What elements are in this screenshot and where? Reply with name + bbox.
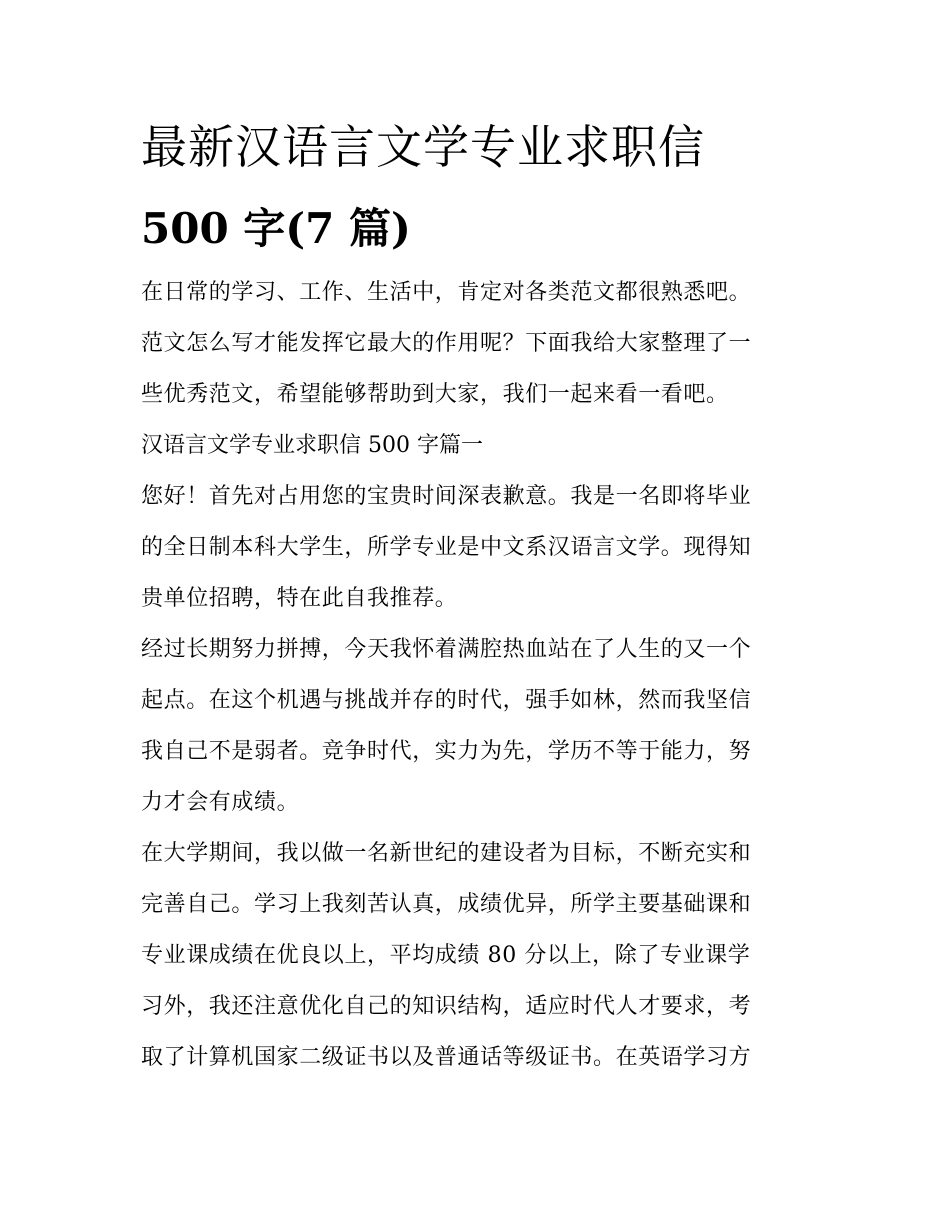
document-subtitle: 500 字(7 篇)	[141, 204, 411, 253]
body-line: 取了计算机国家二级证书以及普通话等级证书。在英语学习方	[141, 1045, 752, 1070]
body-line: 我自己不是弱者。竞争时代，实力为先，学历不等于能力，努	[141, 739, 752, 764]
body-line: 起点。在这个机遇与挑战并存的时代，强手如林，然而我坚信	[141, 688, 752, 713]
body-line: 在大学期间，我以做一名新世纪的建设者为目标，不断充实和	[141, 841, 752, 866]
body-line: 些优秀范文，希望能够帮助到大家，我们一起来看一看吧。	[141, 382, 729, 407]
document-body	[141, 267, 813, 1083]
section-heading: 汉语言文学专业求职信 500 字篇一	[141, 433, 483, 458]
document-page	[141, 112, 813, 1083]
body-line: 您好！首先对占用您的宝贵时间深表歉意。我是一名即将毕业	[141, 484, 752, 509]
body-line: 的全日制本科大学生，所学专业是中文系汉语言文学。现得知	[141, 535, 752, 560]
body-line: 力才会有成绩。	[141, 790, 300, 815]
body-line: 专业课成绩在优良以上，平均成绩 80 分以上，除了专业课学	[141, 943, 751, 968]
body-line: 习外，我还注意优化自己的知识结构，适应时代人才要求，考	[141, 994, 752, 1019]
body-line: 完善自己。学习上我刻苦认真，成绩优异，所学主要基础课和	[141, 892, 752, 917]
body-line: 在日常的学习、工作、生活中，肯定对各类范文都很熟悉吧。	[141, 280, 752, 305]
body-line: 贵单位招聘，特在此自我推荐。	[141, 586, 458, 611]
document-title: 最新汉语言文学专业求职信	[141, 120, 705, 174]
body-line: 经过长期努力拼搏，今天我怀着满腔热血站在了人生的又一个	[141, 637, 752, 662]
body-line: 范文怎么写才能发挥它最大的作用呢？下面我给大家整理了一	[141, 331, 752, 356]
